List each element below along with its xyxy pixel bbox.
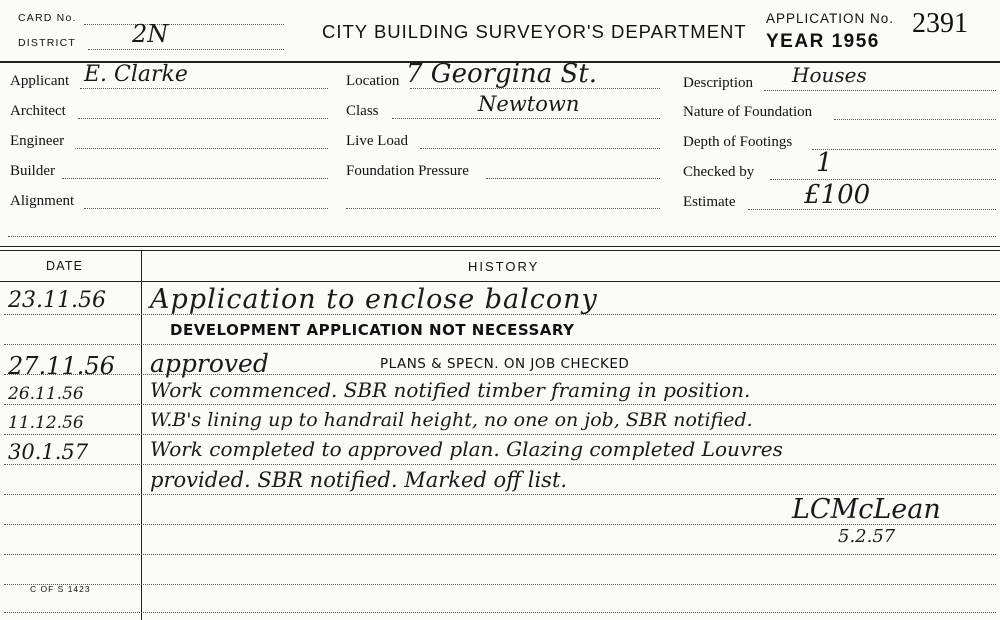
depth-of-footings-label: Depth of Footings bbox=[683, 134, 793, 150]
builder-line bbox=[62, 178, 328, 179]
development-stamp: DEVELOPMENT APPLICATION NOT NECESSARY bbox=[170, 321, 575, 339]
location-label: Location bbox=[346, 73, 400, 89]
history-ruled-line bbox=[4, 344, 996, 345]
history-ruled-line bbox=[4, 612, 996, 613]
history-rule-top-2 bbox=[0, 250, 1000, 251]
checked-by-value: 1 bbox=[816, 148, 833, 178]
architect-line bbox=[78, 118, 328, 119]
entry-text: Application to enclose balcony bbox=[150, 284, 598, 315]
history-ruled-line bbox=[4, 554, 996, 555]
card-no-line bbox=[84, 24, 284, 25]
estimate-label: Estimate bbox=[683, 194, 736, 210]
engineer-label: Engineer bbox=[10, 133, 65, 149]
alignment-label: Alignment bbox=[10, 193, 75, 209]
builder-label: Builder bbox=[10, 163, 55, 179]
foundation-pressure-line bbox=[486, 178, 660, 179]
nature-of-foundation-label: Nature of Foundation bbox=[683, 104, 813, 120]
depth-of-footings-line bbox=[812, 149, 996, 150]
history-ruled-line bbox=[4, 584, 996, 585]
applicant-value: E. Clarke bbox=[84, 62, 188, 87]
history-ruled-line bbox=[4, 404, 996, 405]
history-ruled-line bbox=[4, 434, 996, 435]
live-load-line bbox=[420, 148, 660, 149]
engineer-line bbox=[75, 148, 328, 149]
application-number: 2391 bbox=[912, 8, 968, 39]
entry-text: approved bbox=[150, 349, 269, 378]
alignment-line bbox=[84, 208, 328, 209]
applicant-line bbox=[80, 88, 328, 89]
district-line bbox=[88, 49, 284, 50]
history-header-rule bbox=[0, 281, 1000, 282]
description-label: Description bbox=[683, 75, 753, 91]
history-rule-top bbox=[0, 246, 1000, 247]
district-value: 2N bbox=[132, 20, 169, 48]
location-value: 7 Georgina St. bbox=[406, 59, 598, 89]
architect-label: Architect bbox=[10, 103, 66, 119]
estimate-value: £100 bbox=[804, 180, 871, 210]
description-value: Houses bbox=[792, 63, 867, 87]
entry-text: W.B's lining up to handrail height, no one on job, SBR notified. bbox=[150, 409, 753, 431]
location-suburb: Newtown bbox=[478, 92, 580, 116]
estimate-line bbox=[748, 209, 996, 210]
application-label: APPLICATION No. bbox=[766, 11, 895, 26]
live-load-label: Live Load bbox=[346, 133, 409, 149]
signature: LCMcLean bbox=[792, 494, 941, 525]
nature-of-foundation-line bbox=[834, 119, 996, 120]
entry-text: Work completed to approved plan. Glazing completed Louvres bbox=[150, 437, 783, 461]
history-ruled-line bbox=[4, 464, 996, 465]
department-title: CITY BUILDING SURVEYOR'S DEPARTMENT bbox=[322, 21, 747, 42]
entry-date: 27.11.56 bbox=[8, 352, 115, 380]
column2-blank-line bbox=[346, 208, 660, 209]
year-label: YEAR 1956 bbox=[766, 31, 880, 52]
form-code: C OF S 1423 bbox=[30, 584, 91, 594]
applicant-label: Applicant bbox=[10, 73, 70, 89]
card-no-label: CARD No. bbox=[18, 12, 77, 24]
fields-bottom-dotted bbox=[8, 236, 996, 237]
entry-text: Work commenced. SBR notified timber framing in position. bbox=[150, 378, 751, 402]
entry-date: 11.12.56 bbox=[8, 413, 84, 433]
entry-date: 26.11.56 bbox=[8, 384, 84, 404]
description-line bbox=[764, 90, 996, 91]
date-header: DATE bbox=[46, 259, 84, 273]
history-header: HISTORY bbox=[468, 259, 540, 274]
date-column-divider bbox=[141, 251, 142, 620]
class-line bbox=[392, 118, 660, 119]
entry-date: 23.11.56 bbox=[8, 288, 106, 313]
checked-by-label: Checked by bbox=[683, 164, 755, 180]
foundation-pressure-label: Foundation Pressure bbox=[346, 163, 469, 179]
signature-date: 5.2.57 bbox=[838, 526, 896, 547]
class-label: Class bbox=[346, 103, 379, 119]
plans-checked-stamp: PLANS & SPECN. ON JOB CHECKED bbox=[380, 356, 630, 372]
district-label: DISTRICT bbox=[18, 37, 77, 49]
entry-text: provided. SBR notified. Marked off list. bbox=[150, 468, 568, 492]
entry-date: 30.1.57 bbox=[8, 440, 89, 464]
